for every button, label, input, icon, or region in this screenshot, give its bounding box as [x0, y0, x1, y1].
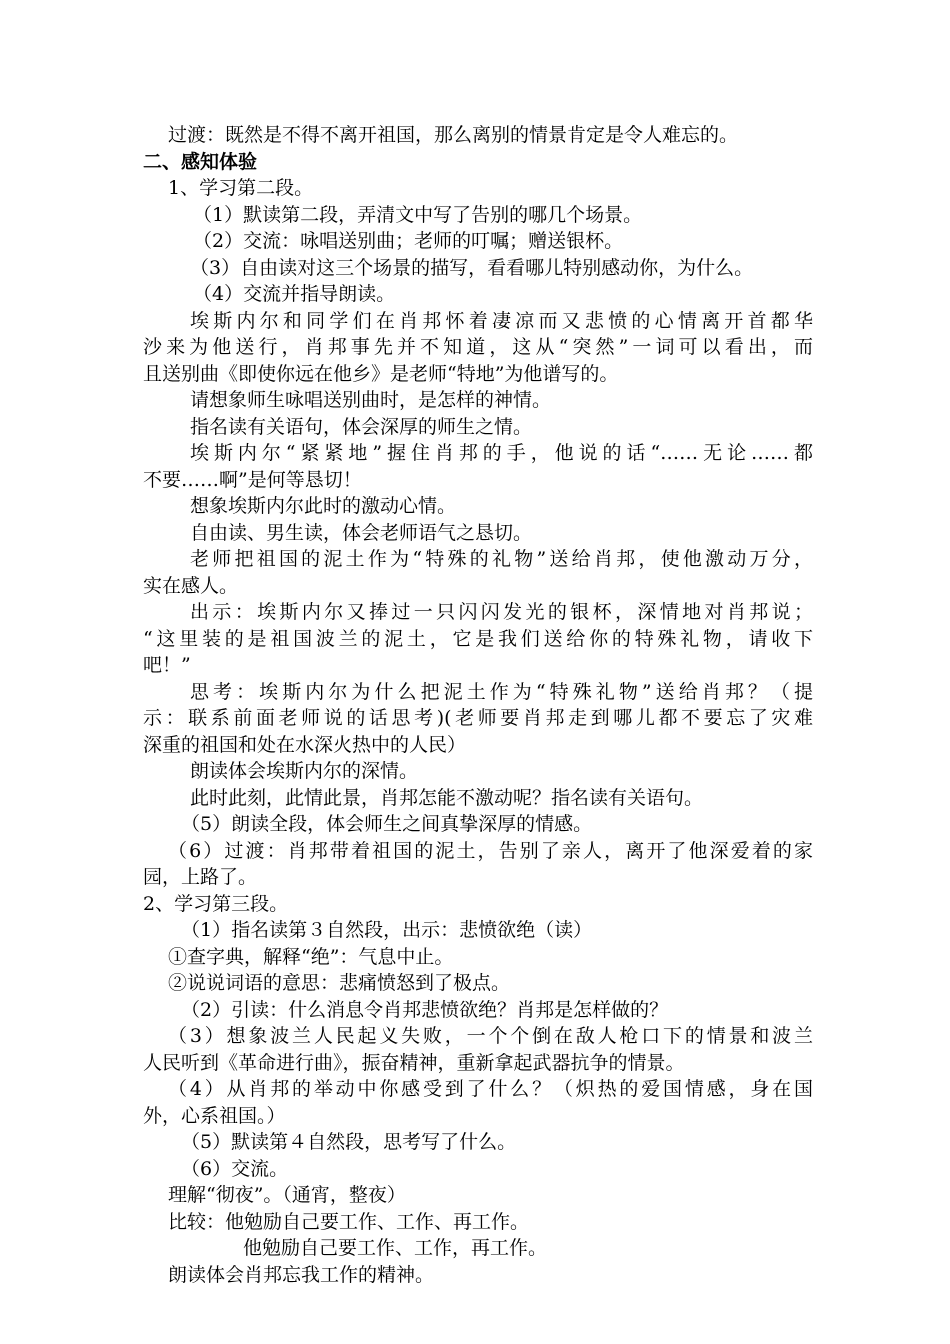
text-line: 自由读、男生读，体会老师语气之恳切。	[190, 521, 533, 544]
text-line: 人民听到《革命进行曲》，振奋精神，重新拿起武器抗争的情景。	[143, 1051, 685, 1074]
text-line: 指名读有关语句，体会深厚的师生之情。	[190, 415, 533, 438]
text-line: “这里装的是祖国波兰的泥土，它是我们送给你的特殊礼物，请收下	[143, 627, 813, 650]
text-line: 2、学习第三段。	[143, 892, 289, 915]
text-line: 老师把祖国的泥土作为“特殊的礼物”送给肖邦，使他激动万分，	[190, 548, 813, 570]
text-line: 朗读体会埃斯内尔的深情。	[190, 760, 419, 782]
text-line: 吧！”	[143, 654, 191, 676]
text-line: 实在感人。	[143, 574, 239, 597]
text-line: 埃斯内尔和同学们在肖邦怀着凄凉而又悲愤的心情离开首都华	[190, 309, 813, 332]
text-line: 埃斯内尔“紧紧地”握住肖邦的手，他说的话“……无论……都	[190, 442, 813, 464]
section-heading: 二、感知体验	[143, 150, 258, 173]
text-line: 深重的祖国和处在水深火热中的人民）	[143, 733, 467, 756]
text-line: （2）引读：什么消息令肖邦悲愤欲绝？肖邦是怎样做的？	[181, 998, 669, 1021]
text-line: （1）指名读第３自然段，出示：悲愤欲绝（读）	[181, 919, 593, 941]
text-line: （1）默读第二段，弄清文中写了告别的哪几个场景。	[193, 203, 643, 226]
text-line: 比较：他勉励自己要工作、工作、再工作。	[168, 1210, 530, 1233]
text-line: 且送别曲《即使你远在他乡》是老师“特地”为他谱写的。	[143, 362, 619, 385]
text-line: 理解“彻夜”。（通宵，整夜）	[168, 1184, 406, 1206]
text-line: ②说说词语的意思：悲痛愤怒到了极点。	[168, 972, 511, 994]
text-line: 外，心系祖国。）	[143, 1104, 286, 1127]
text-line: 过渡：既然是不得不离开祖国，那么离别的情景肯定是令人难忘的。	[168, 124, 739, 146]
text-line: ①查字典，解释“绝”：气息中止。	[168, 945, 454, 968]
text-line: （3）自由读对这三个场景的描写，看看哪儿特别感动你，为什么。	[190, 256, 754, 279]
text-line: 请想象师生咏唱送别曲时，是怎样的神情。	[190, 389, 552, 411]
document-body	[143, 122, 813, 1288]
text-line: 不要……啊”是何等恳切！	[143, 468, 362, 491]
text-line: （4）交流并指导朗读。	[193, 283, 396, 305]
text-line: 此时此刻，此情此景，肖邦怎能不激动呢？指名读有关语句。	[190, 786, 704, 809]
text-line: 沙来为他送行，肖邦事先并不知道，这从“突然”一词可以看出，而	[143, 336, 813, 358]
text-line: 朗读体会肖邦忘我工作的精神。	[168, 1263, 435, 1286]
text-line: 想象埃斯内尔此时的激动心情。	[190, 495, 457, 517]
text-line: 园，上路了。	[143, 866, 258, 888]
text-line: （6）交流。	[181, 1157, 289, 1180]
text-line: （4）从肖邦的举动中你感受到了什么？（炽热的爱国情感，身在国	[168, 1078, 813, 1100]
text-line: 出示：埃斯内尔又捧过一只闪闪发光的银杯，深情地对肖邦说；	[190, 601, 813, 623]
text-line: 思考：埃斯内尔为什么把泥土作为“特殊礼物”送给肖邦？（提	[190, 680, 813, 703]
text-line: （2）交流：咏唱送别曲；老师的叮嘱；赠送银杯。	[193, 230, 624, 252]
text-line: 他勉励自己要工作、工作，再工作。	[243, 1237, 548, 1259]
text-line: 1、学习第二段。	[168, 177, 314, 199]
text-line: （6）过渡：肖邦带着祖国的泥土，告别了亲人，离开了他深爱着的家	[168, 839, 813, 862]
text-line: 示：联系前面老师说的话思考)(老师要肖邦走到哪儿都不要忘了灾难	[143, 707, 813, 729]
text-line: （3）想象波兰人民起义失败，一个个倒在敌人枪口下的情景和波兰	[168, 1025, 813, 1047]
text-line: （5）朗读全段，体会师生之间真挚深厚的情感。	[181, 813, 593, 835]
text-line: （5）默读第４自然段，思考写了什么。	[181, 1131, 517, 1153]
